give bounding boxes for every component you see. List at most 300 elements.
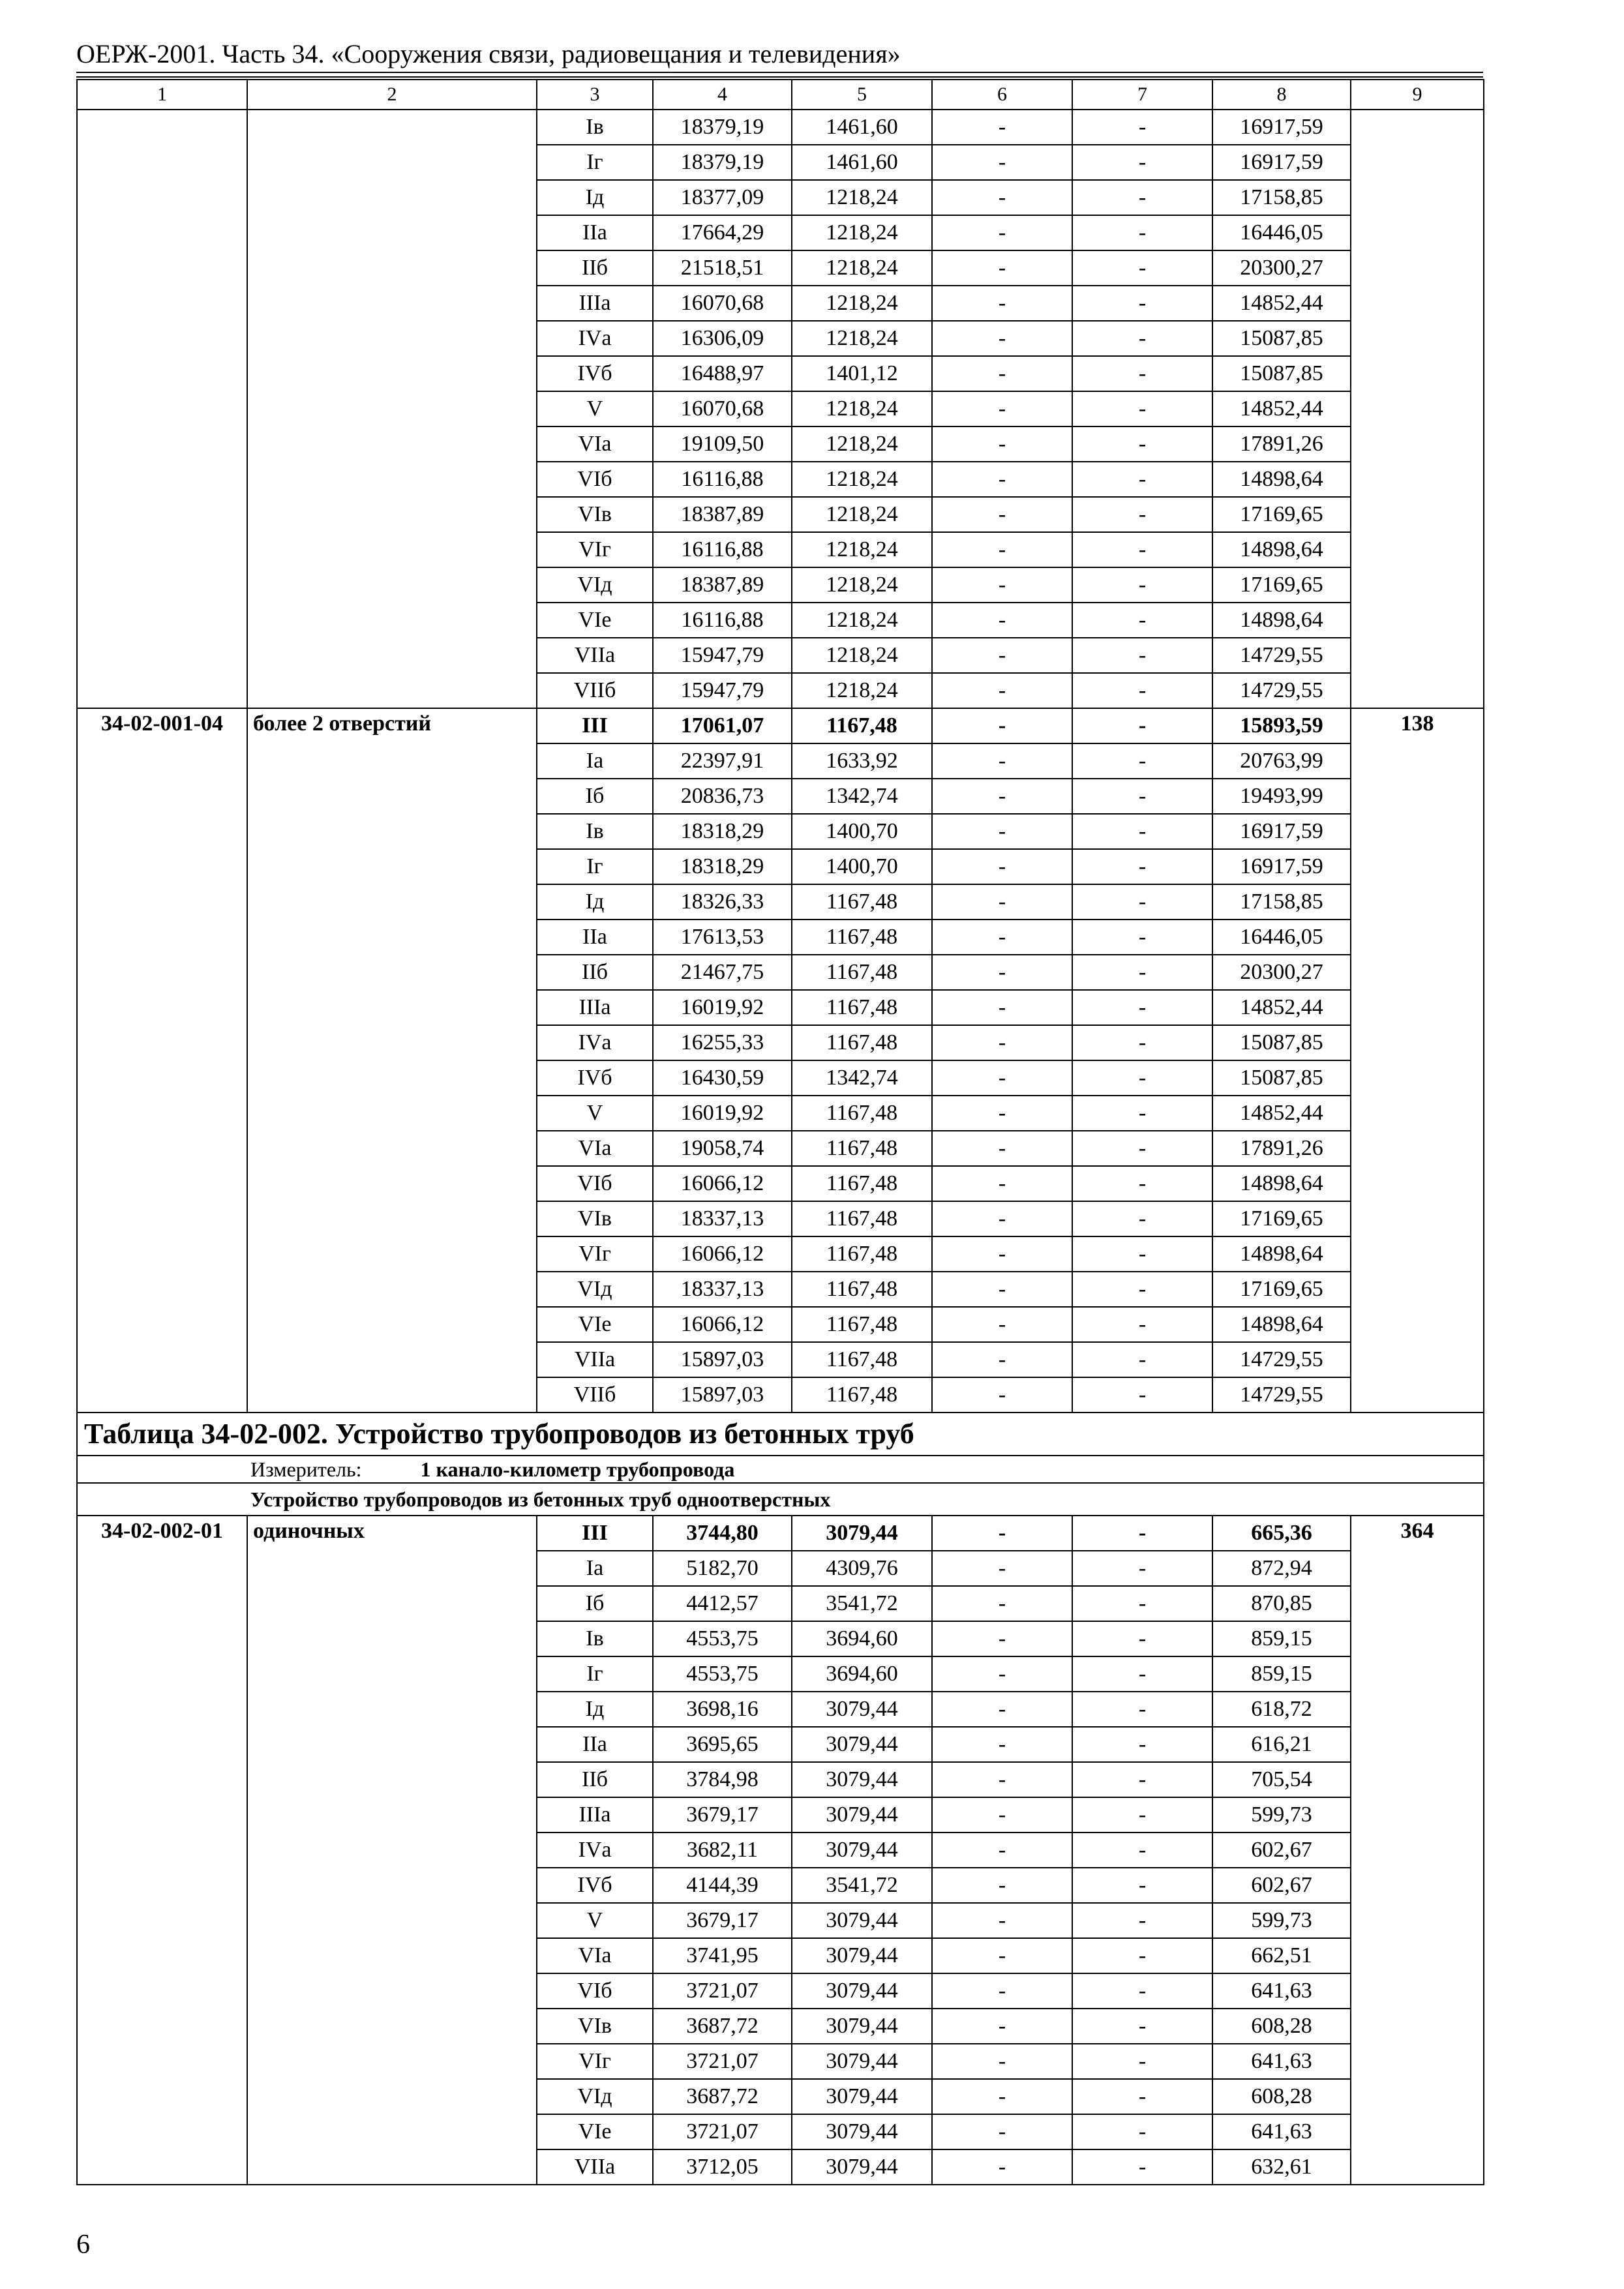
value-cell: 599,73 (1212, 1903, 1351, 1938)
value-cell: 1167,48 (792, 1272, 932, 1307)
zone-cell: III (537, 1516, 653, 1551)
value-cell: 1167,48 (792, 1307, 932, 1342)
value-cell: 20300,27 (1212, 955, 1351, 990)
value-cell: - (932, 1096, 1072, 1131)
value-cell: 3541,72 (792, 1586, 932, 1621)
zone-cell: VIе (537, 1307, 653, 1342)
value-cell: - (1072, 990, 1212, 1025)
value-cell: - (932, 2044, 1072, 2079)
value-cell: - (932, 2114, 1072, 2149)
value-cell: 15087,85 (1212, 1060, 1351, 1096)
zone-cell: VIд (537, 2079, 653, 2114)
column-number: 1 (77, 80, 247, 110)
value-cell: 3079,44 (792, 1762, 932, 1797)
value-cell: - (932, 1868, 1072, 1903)
page-number: 6 (76, 2230, 90, 2260)
value-cell: 1167,48 (792, 1342, 932, 1377)
value-cell: 14729,55 (1212, 638, 1351, 673)
zone-cell: VIа (537, 1938, 653, 1973)
value-cell: 3079,44 (792, 1797, 932, 1833)
zone-cell: IIб (537, 250, 653, 286)
value-cell: 18337,13 (653, 1272, 792, 1307)
value-cell: - (932, 180, 1072, 215)
value-cell: 14852,44 (1212, 990, 1351, 1025)
value-cell: - (932, 638, 1072, 673)
value-cell: - (1072, 1342, 1212, 1377)
value-cell: 16488,97 (653, 356, 792, 391)
value-cell: 15087,85 (1212, 1025, 1351, 1060)
value-cell: 870,85 (1212, 1586, 1351, 1621)
value-cell: 3679,17 (653, 1797, 792, 1833)
value-cell: 1218,24 (792, 426, 932, 462)
zone-cell: IIа (537, 920, 653, 955)
value-cell: 3079,44 (792, 2079, 932, 2114)
value-cell: 16917,59 (1212, 814, 1351, 849)
value-cell: 18377,09 (653, 180, 792, 215)
value-cell: 1218,24 (792, 567, 932, 603)
zone-cell: V (537, 391, 653, 426)
value-cell: 3695,65 (653, 1727, 792, 1762)
value-cell: - (932, 1307, 1072, 1342)
value-cell: - (1072, 1621, 1212, 1656)
value-cell: 14898,64 (1212, 1236, 1351, 1272)
value-cell: - (932, 1692, 1072, 1727)
value-cell: 16446,05 (1212, 215, 1351, 250)
value-cell: 705,54 (1212, 1762, 1351, 1797)
value-cell: - (1072, 743, 1212, 779)
value-cell: - (932, 1551, 1072, 1586)
value-cell: - (932, 708, 1072, 743)
value-cell: 4553,75 (653, 1621, 792, 1656)
value-cell: 14729,55 (1212, 1342, 1351, 1377)
zone-cell: IVа (537, 1025, 653, 1060)
value-cell: - (932, 1656, 1072, 1692)
zone-cell: VIе (537, 2114, 653, 2149)
zone-cell: VIIб (537, 1377, 653, 1413)
value-cell: 18387,89 (653, 497, 792, 532)
zone-cell: IVа (537, 321, 653, 356)
value-cell: - (1072, 603, 1212, 638)
zone-cell: VIв (537, 497, 653, 532)
value-cell: - (1072, 708, 1212, 743)
value-cell: - (932, 110, 1072, 145)
value-cell: 665,36 (1212, 1516, 1351, 1551)
rate-name-cell (247, 110, 537, 708)
value-cell: 17891,26 (1212, 1131, 1351, 1166)
value-cell: - (1072, 1973, 1212, 2009)
value-cell: 18318,29 (653, 814, 792, 849)
rates-table-body (77, 80, 1484, 2185)
value-cell: 14852,44 (1212, 1096, 1351, 1131)
value-cell: - (932, 497, 1072, 532)
column-number: 7 (1072, 80, 1212, 110)
value-cell: 14729,55 (1212, 1377, 1351, 1413)
value-cell: 17169,65 (1212, 567, 1351, 603)
value-cell: 16430,59 (653, 1060, 792, 1096)
value-cell: 859,15 (1212, 1621, 1351, 1656)
value-cell: - (1072, 1096, 1212, 1131)
value-cell: - (932, 1236, 1072, 1272)
value-cell: 17061,07 (653, 708, 792, 743)
value-cell: - (932, 1516, 1072, 1551)
header-rule-bottom (76, 76, 1483, 78)
value-cell: 14898,64 (1212, 603, 1351, 638)
value-cell: 3712,05 (653, 2149, 792, 2185)
value-cell: 16116,88 (653, 532, 792, 567)
value-cell: 18326,33 (653, 884, 792, 920)
value-cell: - (1072, 1551, 1212, 1586)
value-cell: - (1072, 1166, 1212, 1201)
value-cell: 3079,44 (792, 1516, 932, 1551)
value-cell: 17613,53 (653, 920, 792, 955)
value-cell: 3079,44 (792, 1833, 932, 1868)
table-row (77, 708, 1484, 743)
zone-cell: VIд (537, 567, 653, 603)
value-cell: - (1072, 2114, 1212, 2149)
value-cell: 4553,75 (653, 1656, 792, 1692)
zone-cell: VIб (537, 462, 653, 497)
value-cell: 17891,26 (1212, 426, 1351, 462)
value-cell: 18387,89 (653, 567, 792, 603)
value-cell: - (1072, 1762, 1212, 1797)
zone-cell: IVб (537, 1868, 653, 1903)
zone-cell: VIа (537, 426, 653, 462)
value-cell: 3741,95 (653, 1938, 792, 1973)
value-cell: 4309,76 (792, 1551, 932, 1586)
zone-cell: Iд (537, 180, 653, 215)
value-cell: 15087,85 (1212, 321, 1351, 356)
zone-cell: Iб (537, 779, 653, 814)
value-cell: 3079,44 (792, 2009, 932, 2044)
value-cell: - (932, 567, 1072, 603)
value-cell: 1167,48 (792, 990, 932, 1025)
value-cell: 1167,48 (792, 1201, 932, 1236)
page-header-title: ОЕРЖ-2001. Часть 34. «Сооружения связи, радиовещания и телевидения» (76, 39, 901, 68)
value-cell: 3079,44 (792, 1727, 932, 1762)
zone-cell: Iа (537, 1551, 653, 1586)
value-cell: - (1072, 321, 1212, 356)
zone-cell: IIIа (537, 286, 653, 321)
value-cell: 3687,72 (653, 2009, 792, 2044)
column-number: 6 (932, 80, 1072, 110)
value-cell: 18318,29 (653, 849, 792, 884)
value-cell: - (932, 215, 1072, 250)
value-cell: 1167,48 (792, 1025, 932, 1060)
value-cell: - (1072, 391, 1212, 426)
value-cell: - (1072, 1236, 1212, 1272)
value-cell: 1218,24 (792, 532, 932, 567)
value-cell: - (1072, 180, 1212, 215)
value-cell: - (932, 2009, 1072, 2044)
value-cell: 1461,60 (792, 145, 932, 180)
zone-cell: VIг (537, 2044, 653, 2079)
value-cell: 3682,11 (653, 1833, 792, 1868)
value-cell: - (1072, 2009, 1212, 2044)
value-cell: - (932, 1060, 1072, 1096)
zone-cell: VIб (537, 1166, 653, 1201)
value-cell: - (1072, 532, 1212, 567)
value-cell: - (1072, 1797, 1212, 1833)
value-cell: - (932, 1973, 1072, 2009)
zone-cell: V (537, 1096, 653, 1131)
rate-name-cell: одиночных (247, 1516, 537, 2185)
value-cell: - (1072, 462, 1212, 497)
value-cell: - (1072, 426, 1212, 462)
value-cell: 4144,39 (653, 1868, 792, 1903)
value-cell: - (1072, 250, 1212, 286)
value-cell: - (932, 462, 1072, 497)
value-cell: 3079,44 (792, 1973, 932, 2009)
value-cell: - (932, 1025, 1072, 1060)
value-cell: - (932, 814, 1072, 849)
value-cell: - (932, 743, 1072, 779)
zone-cell: IIб (537, 1762, 653, 1797)
value-cell: 15087,85 (1212, 356, 1351, 391)
value-cell: 608,28 (1212, 2009, 1351, 2044)
value-cell: 618,72 (1212, 1692, 1351, 1727)
value-cell: - (1072, 2079, 1212, 2114)
zone-cell: IIIа (537, 1797, 653, 1833)
value-cell: - (932, 250, 1072, 286)
value-cell: - (932, 356, 1072, 391)
zone-cell: VIе (537, 603, 653, 638)
value-cell: 18337,13 (653, 1201, 792, 1236)
value-cell: 16070,68 (653, 286, 792, 321)
value-cell: 3079,44 (792, 2044, 932, 2079)
value-cell: - (932, 849, 1072, 884)
value-cell: - (1072, 1201, 1212, 1236)
zone-cell: Iв (537, 110, 653, 145)
value-cell: 1342,74 (792, 779, 932, 814)
value-cell: - (932, 1938, 1072, 1973)
value-cell: 3694,60 (792, 1621, 932, 1656)
value-cell: 1218,24 (792, 180, 932, 215)
value-cell: - (1072, 567, 1212, 603)
value-cell: 17169,65 (1212, 1272, 1351, 1307)
value-cell: 15893,59 (1212, 708, 1351, 743)
column-number-row (77, 80, 1484, 110)
value-cell: - (932, 145, 1072, 180)
table-row (77, 1516, 1484, 1551)
zone-cell: Iг (537, 145, 653, 180)
section-title: Устройство трубопроводов из бетонных труб одноотверстных (77, 1483, 1484, 1516)
value-cell: 3079,44 (792, 2149, 932, 2185)
value-cell: - (932, 321, 1072, 356)
value-cell: 3694,60 (792, 1656, 932, 1692)
value-cell: 1218,24 (792, 215, 932, 250)
value-cell: 20763,99 (1212, 743, 1351, 779)
value-cell: 15947,79 (653, 638, 792, 673)
value-cell: 1167,48 (792, 708, 932, 743)
zone-cell: IIб (537, 955, 653, 990)
value-cell: 608,28 (1212, 2079, 1351, 2114)
value-cell: - (932, 1131, 1072, 1166)
value-cell: 19493,99 (1212, 779, 1351, 814)
zone-cell: VIIа (537, 1342, 653, 1377)
value-cell: 3784,98 (653, 1762, 792, 1797)
value-cell: 18379,19 (653, 145, 792, 180)
value-cell: - (932, 391, 1072, 426)
value-cell: 16019,92 (653, 990, 792, 1025)
value-cell: 3079,44 (792, 1903, 932, 1938)
value-cell: 641,63 (1212, 2044, 1351, 2079)
value-cell: 632,61 (1212, 2149, 1351, 2185)
value-cell: 3687,72 (653, 2079, 792, 2114)
value-cell: 18379,19 (653, 110, 792, 145)
value-cell: - (932, 1727, 1072, 1762)
zone-cell: IVб (537, 1060, 653, 1096)
value-cell: 16306,09 (653, 321, 792, 356)
value-cell: 1167,48 (792, 1096, 932, 1131)
zone-cell: IVа (537, 1833, 653, 1868)
value-cell: - (932, 2149, 1072, 2185)
value-cell: - (1072, 1692, 1212, 1727)
value-cell: 20836,73 (653, 779, 792, 814)
value-cell: 3721,07 (653, 1973, 792, 2009)
value-cell: - (1072, 1938, 1212, 1973)
value-cell: 859,15 (1212, 1656, 1351, 1692)
value-cell: 19109,50 (653, 426, 792, 462)
value-cell: - (1072, 920, 1212, 955)
zone-cell: VIIа (537, 638, 653, 673)
labor-value-cell: 138 (1351, 708, 1484, 1413)
value-cell: 1167,48 (792, 1166, 932, 1201)
value-cell: - (932, 1903, 1072, 1938)
value-cell: 15897,03 (653, 1342, 792, 1377)
value-cell: - (1072, 1903, 1212, 1938)
value-cell: - (1072, 1868, 1212, 1903)
value-cell: - (932, 920, 1072, 955)
value-cell: 1218,24 (792, 250, 932, 286)
value-cell: 1167,48 (792, 884, 932, 920)
meter-cell (77, 1456, 1484, 1483)
zone-cell: Iд (537, 1692, 653, 1727)
zone-cell: Iд (537, 884, 653, 920)
rates-table (76, 79, 1484, 2185)
value-cell: - (932, 1272, 1072, 1307)
value-cell: 3679,17 (653, 1903, 792, 1938)
zone-cell: VIв (537, 1201, 653, 1236)
value-cell: - (1072, 356, 1212, 391)
column-number: 2 (247, 80, 537, 110)
value-cell: - (932, 1201, 1072, 1236)
zone-cell: III (537, 708, 653, 743)
value-cell: - (932, 603, 1072, 638)
value-cell: - (1072, 1377, 1212, 1413)
value-cell: 1167,48 (792, 920, 932, 955)
zone-cell: Iа (537, 743, 653, 779)
value-cell: 17158,85 (1212, 884, 1351, 920)
meter-value: 1 канало-километр трубопровода (420, 1458, 735, 1481)
value-cell: 872,94 (1212, 1551, 1351, 1586)
value-cell: 5182,70 (653, 1551, 792, 1586)
value-cell: 16255,33 (653, 1025, 792, 1060)
zone-cell: IVб (537, 356, 653, 391)
value-cell: - (1072, 145, 1212, 180)
value-cell: 1633,92 (792, 743, 932, 779)
zone-cell: VIв (537, 2009, 653, 2044)
table-row (77, 110, 1484, 145)
zone-cell: VIг (537, 532, 653, 567)
value-cell: - (1072, 814, 1212, 849)
value-cell: - (932, 673, 1072, 708)
value-cell: - (1072, 849, 1212, 884)
value-cell: - (932, 779, 1072, 814)
value-cell: - (932, 426, 1072, 462)
zone-cell: IIIа (537, 990, 653, 1025)
value-cell: 1401,12 (792, 356, 932, 391)
value-cell: 15897,03 (653, 1377, 792, 1413)
rate-code-cell: 34-02-001-04 (77, 708, 247, 1413)
rate-code-cell: 34-02-002-01 (77, 1516, 247, 2185)
zone-cell: V (537, 1903, 653, 1938)
zone-cell: IIа (537, 215, 653, 250)
column-number: 8 (1212, 80, 1351, 110)
zone-cell: Iг (537, 849, 653, 884)
value-cell: 1218,24 (792, 391, 932, 426)
value-cell: 16446,05 (1212, 920, 1351, 955)
table-title-row (77, 1413, 1484, 1456)
value-cell: 602,67 (1212, 1868, 1351, 1903)
value-cell: 16070,68 (653, 391, 792, 426)
value-cell: - (1072, 1025, 1212, 1060)
rate-name-cell: более 2 отверстий (247, 708, 537, 1413)
zone-cell: VIб (537, 1973, 653, 2009)
value-cell: 1461,60 (792, 110, 932, 145)
value-cell: - (932, 884, 1072, 920)
value-cell: - (932, 1166, 1072, 1201)
value-cell: 14898,64 (1212, 462, 1351, 497)
value-cell: - (932, 1586, 1072, 1621)
value-cell: - (1072, 1833, 1212, 1868)
value-cell: 1167,48 (792, 1377, 932, 1413)
value-cell: 1218,24 (792, 638, 932, 673)
value-cell: 16917,59 (1212, 110, 1351, 145)
zone-cell: VIIб (537, 673, 653, 708)
value-cell: 1167,48 (792, 1236, 932, 1272)
table-title: Таблица 34-02-002. Устройство трубопроводов из бетонных труб (77, 1413, 1484, 1456)
value-cell: 1218,24 (792, 603, 932, 638)
value-cell: - (1072, 2044, 1212, 2079)
value-cell: - (932, 1762, 1072, 1797)
zone-cell: VIг (537, 1236, 653, 1272)
value-cell: 602,67 (1212, 1833, 1351, 1868)
value-cell: 17169,65 (1212, 1201, 1351, 1236)
value-cell: 14898,64 (1212, 1307, 1351, 1342)
value-cell: 1167,48 (792, 955, 932, 990)
zone-cell: VIд (537, 1272, 653, 1307)
value-cell: - (932, 2079, 1072, 2114)
value-cell: - (1072, 215, 1212, 250)
labor-value-cell (1351, 110, 1484, 708)
zone-cell: VIа (537, 1131, 653, 1166)
value-cell: 616,21 (1212, 1727, 1351, 1762)
zone-cell: Iв (537, 814, 653, 849)
value-cell: - (932, 990, 1072, 1025)
value-cell: - (932, 1833, 1072, 1868)
value-cell: 20300,27 (1212, 250, 1351, 286)
value-cell: 3541,72 (792, 1868, 932, 1903)
meter-label: Измеритель: (250, 1458, 362, 1481)
value-cell: 16116,88 (653, 462, 792, 497)
value-cell: - (932, 286, 1072, 321)
value-cell: 17158,85 (1212, 180, 1351, 215)
value-cell: 1218,24 (792, 673, 932, 708)
value-cell: 21518,51 (653, 250, 792, 286)
rate-code-cell (77, 110, 247, 708)
value-cell: 16019,92 (653, 1096, 792, 1131)
value-cell: 15947,79 (653, 673, 792, 708)
